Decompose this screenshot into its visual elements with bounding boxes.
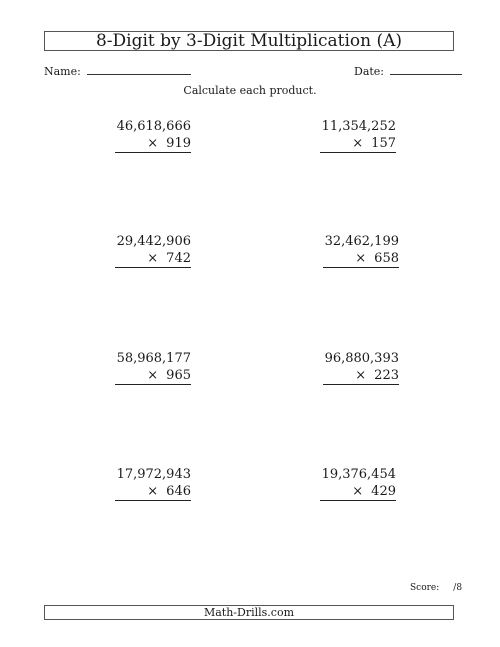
times-icon: × (352, 136, 364, 151)
problem-6 (323, 351, 399, 385)
multiplicand: 58,968,177 (116, 351, 191, 366)
times-icon: × (147, 251, 159, 266)
multiplier: 223 (374, 368, 399, 383)
problem-5 (115, 351, 191, 385)
worksheet-title-text: 8-Digit by 3-Digit Multiplication (A) (95, 31, 403, 51)
times-icon: × (352, 484, 364, 499)
worksheet-title (44, 31, 454, 51)
name-label: Name: (44, 65, 81, 78)
multiplier-row (323, 368, 399, 385)
multiplier-row (115, 136, 191, 153)
name-field (44, 63, 191, 79)
instructions: Calculate each product. (183, 84, 317, 97)
times-icon: × (147, 484, 159, 499)
times-icon: × (147, 136, 159, 151)
times-icon: × (355, 251, 367, 266)
multiplicand: 32,462,199 (324, 234, 399, 249)
problem-4 (323, 234, 399, 268)
problem-1 (115, 119, 191, 153)
multiplicand: 46,618,666 (116, 119, 191, 134)
date-field (354, 63, 462, 79)
footer (44, 605, 454, 620)
multiplier-row (115, 368, 191, 385)
multiplier-row (115, 251, 191, 268)
problem-3 (115, 234, 191, 268)
multiplicand: 19,376,454 (321, 467, 396, 482)
multiplier-row (320, 136, 396, 153)
problem-7 (115, 467, 191, 501)
multiplier-row (115, 484, 191, 501)
multiplier-row (323, 251, 399, 268)
multiplier: 919 (166, 136, 191, 151)
times-icon: × (147, 368, 159, 383)
multiplier: 742 (166, 251, 191, 266)
date-label: Date: (354, 65, 385, 78)
name-line (87, 63, 191, 75)
multiplicand: 17,972,943 (116, 467, 191, 482)
score (410, 583, 462, 594)
score-total: /8 (453, 583, 463, 593)
date-line (390, 63, 462, 75)
multiplicand: 11,354,252 (321, 119, 396, 134)
footer-text: Math-Drills.com (203, 606, 295, 619)
multiplier: 429 (371, 484, 396, 499)
multiplier-row (320, 484, 396, 501)
problem-2 (320, 119, 396, 153)
multiplier: 157 (371, 136, 396, 151)
score-label: Score: (410, 583, 440, 593)
multiplier: 965 (166, 368, 191, 383)
times-icon: × (355, 368, 367, 383)
multiplier: 646 (166, 484, 191, 499)
multiplier: 658 (374, 251, 399, 266)
multiplicand: 29,442,906 (116, 234, 191, 249)
multiplicand: 96,880,393 (324, 351, 399, 366)
problem-8 (320, 467, 396, 501)
